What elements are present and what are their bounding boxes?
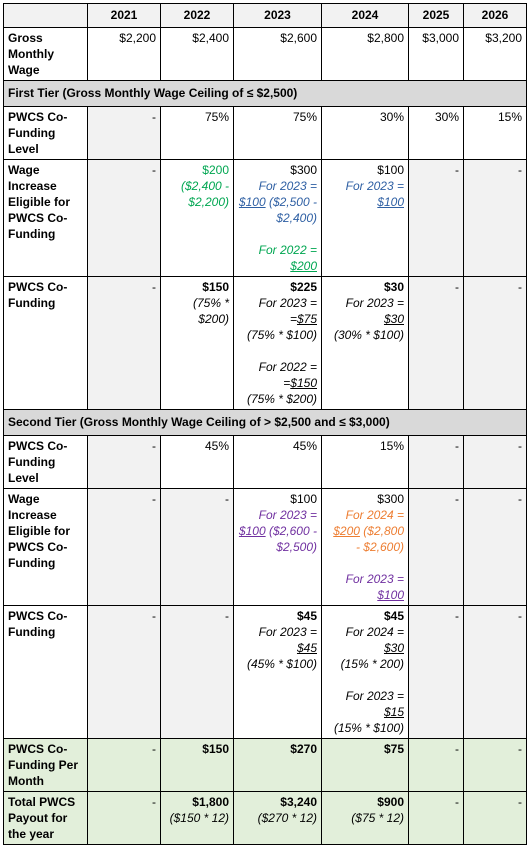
total-payout-2024-calc: ($75 * 12) <box>351 811 404 825</box>
tier2-increase-2026: - <box>464 489 527 606</box>
tier1-level-2026: 15% <box>464 107 527 160</box>
total-payout-2022-value: $1,800 <box>192 795 229 809</box>
tier2-increase-2023-calc: ($2,600 - $2,500) <box>265 524 317 554</box>
tier2-funding-2022: - <box>161 606 234 739</box>
tier1-level-label: PWCS Co-Funding Level <box>4 107 88 160</box>
gross-wage-2021: $2,200 <box>88 28 161 81</box>
gross-wage-2022: $2,400 <box>161 28 234 81</box>
tier1-increase-2023-for2: For 2022 = <box>258 243 317 257</box>
tier2-funding-2024-for2: For 2023 = <box>345 689 404 703</box>
tier2-funding-label: PWCS Co-Funding <box>4 606 88 739</box>
tier2-level-2025: - <box>409 436 464 489</box>
tier1-funding-row <box>4 277 527 410</box>
tier2-increase-2022: - <box>161 489 234 606</box>
tier1-funding-2024-calc: (30% * $100) <box>333 328 404 342</box>
tier2-increase-row <box>4 489 527 606</box>
tier2-increase-2023-amt: $100 <box>238 524 266 538</box>
tier2-title: Second Tier (Gross Monthly Wage Ceiling of > $2,500 and ≤ $3,000) <box>4 410 527 436</box>
tier1-increase-label: Wage Increase Eligible for PWCS Co-Funding <box>4 160 88 277</box>
tier2-funding-2023-value: $45 <box>296 609 317 623</box>
total-payout-2022-calc: ($150 * 12) <box>169 811 229 825</box>
tier1-funding-label: PWCS Co-Funding <box>4 277 88 410</box>
tier1-increase-2023-value: $300 <box>290 163 317 177</box>
tier1-level-2025: 30% <box>409 107 464 160</box>
tier1-increase-2022 <box>161 160 234 277</box>
header-2025: 2025 <box>409 4 464 28</box>
header-row <box>4 4 527 28</box>
tier1-funding-2023 <box>234 277 322 410</box>
tier2-increase-2023-value: $100 <box>290 492 317 506</box>
tier1-funding-2023-amt2: $150 <box>290 376 317 390</box>
header-2024: 2024 <box>322 4 409 28</box>
gross-wage-2026: $3,200 <box>464 28 527 81</box>
total-payout-2024-value: $900 <box>377 795 404 809</box>
tier2-section-row <box>4 410 527 436</box>
tier1-funding-2023-value: $225 <box>290 280 317 294</box>
spacer <box>238 343 317 359</box>
tier2-funding-2024-amt2: $15 <box>383 705 404 719</box>
tier2-increase-2024-for2: For 2023 = <box>345 572 404 586</box>
tier2-increase-2024-detail <box>326 523 404 555</box>
tier1-increase-2023-calc: ($2,500 - $2,400) <box>265 195 317 225</box>
tier2-funding-2025: - <box>409 606 464 739</box>
tier1-increase-2024-for: For 2023 = <box>345 179 404 193</box>
tier1-title: First Tier (Gross Monthly Wage Ceiling of ≤ $2,500) <box>4 81 527 107</box>
spacer <box>326 672 404 688</box>
tier2-level-2024: 15% <box>322 436 409 489</box>
tier1-funding-2024-value: $30 <box>383 280 404 294</box>
tier2-funding-2024-value: $45 <box>383 609 404 623</box>
tier1-level-2022: 75% <box>161 107 234 160</box>
tier2-increase-2024 <box>322 489 409 606</box>
per-month-2026: - <box>464 739 527 792</box>
header-2023: 2023 <box>234 4 322 28</box>
tier2-funding-2023-for: For 2023 = <box>258 625 317 639</box>
tier2-increase-2024-value: $300 <box>377 492 404 506</box>
tier1-increase-2023-amt: $100 <box>238 195 266 209</box>
tier1-section-row <box>4 81 527 107</box>
tier2-funding-2024-calc: (15% * 200) <box>340 657 404 671</box>
tier2-increase-2023-for: For 2023 = <box>258 508 317 522</box>
tier1-increase-2021: - <box>88 160 161 277</box>
tier1-increase-2023-amt2: $200 <box>290 259 317 273</box>
tier2-increase-2025: - <box>409 489 464 606</box>
total-payout-2025: - <box>409 792 464 845</box>
tier1-increase-2023 <box>234 160 322 277</box>
tier2-funding-row <box>4 606 527 739</box>
header-2021: 2021 <box>88 4 161 28</box>
tier2-level-2026: - <box>464 436 527 489</box>
tier1-funding-2023-amt: $75 <box>296 312 317 326</box>
tier2-funding-2024 <box>322 606 409 739</box>
tier2-funding-2023-amt: $45 <box>296 641 317 655</box>
total-payout-2023-value: $3,240 <box>280 795 317 809</box>
tier1-increase-2023-for: For 2023 = <box>258 179 317 193</box>
tier2-funding-2024-for: For 2024 = <box>345 625 404 639</box>
tier1-funding-2024-amt: $30 <box>383 312 404 326</box>
header-2022: 2022 <box>161 4 234 28</box>
total-payout-2022 <box>161 792 234 845</box>
tier2-level-2021: - <box>88 436 161 489</box>
tier2-funding-2024-amt: $30 <box>383 641 404 655</box>
tier2-funding-2023 <box>234 606 322 739</box>
tier2-increase-label: Wage Increase Eligible for PWCS Co-Funding <box>4 489 88 606</box>
tier1-funding-2024 <box>322 277 409 410</box>
tier1-funding-2023-for: For 2023 = <box>258 296 317 310</box>
tier1-funding-2023-calc: (75% * $100) <box>246 328 317 342</box>
tier1-increase-2022-calc: ($2,400 - $2,200) <box>180 179 229 209</box>
tier1-funding-2026: - <box>464 277 527 410</box>
tier1-increase-2024-amt: $100 <box>377 195 404 209</box>
per-month-2021: - <box>88 739 161 792</box>
tier1-funding-2025: - <box>409 277 464 410</box>
per-month-row <box>4 739 527 792</box>
tier1-increase-2025: - <box>409 160 464 277</box>
tier2-funding-2023-calc: (45% * $100) <box>246 657 317 671</box>
gross-wage-2025: $3,000 <box>409 28 464 81</box>
tier1-funding-2022-calc: (75% * $200) <box>192 296 229 326</box>
total-payout-2024 <box>322 792 409 845</box>
total-payout-2023 <box>234 792 322 845</box>
tier2-level-label: PWCS Co-Funding Level <box>4 436 88 489</box>
gross-wage-2023: $2,600 <box>234 28 322 81</box>
tier2-funding-2024-calc2: (15% * $100) <box>333 721 404 735</box>
tier1-increase-2023-detail <box>238 194 317 226</box>
tier1-level-2024: 30% <box>322 107 409 160</box>
tier1-funding-2022-value: $150 <box>202 280 229 294</box>
tier1-increase-row <box>4 160 527 277</box>
tier2-funding-2026: - <box>464 606 527 739</box>
gross-wage-row <box>4 28 527 81</box>
tier1-funding-2023-calc2: (75% * $200) <box>246 392 317 406</box>
tier2-increase-2023 <box>234 489 322 606</box>
tier1-increase-2022-value: $200 <box>202 163 229 177</box>
tier1-increase-2024-value: $100 <box>377 163 404 177</box>
tier2-increase-2024-amt2: $100 <box>377 588 404 602</box>
tier2-increase-2021: - <box>88 489 161 606</box>
per-month-2025: - <box>409 739 464 792</box>
tier1-funding-2023-for2: For 2022 = <box>258 360 317 374</box>
per-month-2023: $270 <box>234 739 322 792</box>
tier1-level-2023: 75% <box>234 107 322 160</box>
tier2-increase-2024-for: For 2024 = <box>345 508 404 522</box>
tier2-level-row <box>4 436 527 489</box>
tier2-level-2022: 45% <box>161 436 234 489</box>
tier1-funding-2023-eq: =$75 <box>289 312 317 326</box>
tier2-funding-2021: - <box>88 606 161 739</box>
total-payout-2023-calc: ($270 * 12) <box>257 811 317 825</box>
header-2026: 2026 <box>464 4 527 28</box>
tier1-level-2021: - <box>88 107 161 160</box>
tier1-increase-2024 <box>322 160 409 277</box>
tier2-increase-2023-detail <box>238 523 317 555</box>
total-payout-label: Total PWCS Payout for the year <box>4 792 88 845</box>
per-month-label: PWCS Co-Funding Per Month <box>4 739 88 792</box>
gross-wage-2024: $2,800 <box>322 28 409 81</box>
tier1-funding-2022 <box>161 277 234 410</box>
total-payout-2026: - <box>464 792 527 845</box>
per-month-2022: $150 <box>161 739 234 792</box>
per-month-2024: $75 <box>322 739 409 792</box>
tier1-increase-2026: - <box>464 160 527 277</box>
tier2-increase-2024-calc: ($2,800 - $2,600) <box>355 524 404 554</box>
gross-wage-label: Gross Monthly Wage <box>4 28 88 81</box>
total-payout-2021: - <box>88 792 161 845</box>
header-corner <box>4 4 88 28</box>
total-payout-row <box>4 792 527 845</box>
tier1-funding-2021: - <box>88 277 161 410</box>
pwcs-cofunding-table <box>3 3 527 845</box>
tier2-level-2023: 45% <box>234 436 322 489</box>
tier1-level-row <box>4 107 527 160</box>
tier1-funding-2023-eq2: =$150 <box>283 376 317 390</box>
spacer <box>238 226 317 242</box>
spacer <box>326 555 404 571</box>
tier2-increase-2024-amt: $200 <box>333 524 360 538</box>
tier1-funding-2024-for: For 2023 = <box>345 296 404 310</box>
